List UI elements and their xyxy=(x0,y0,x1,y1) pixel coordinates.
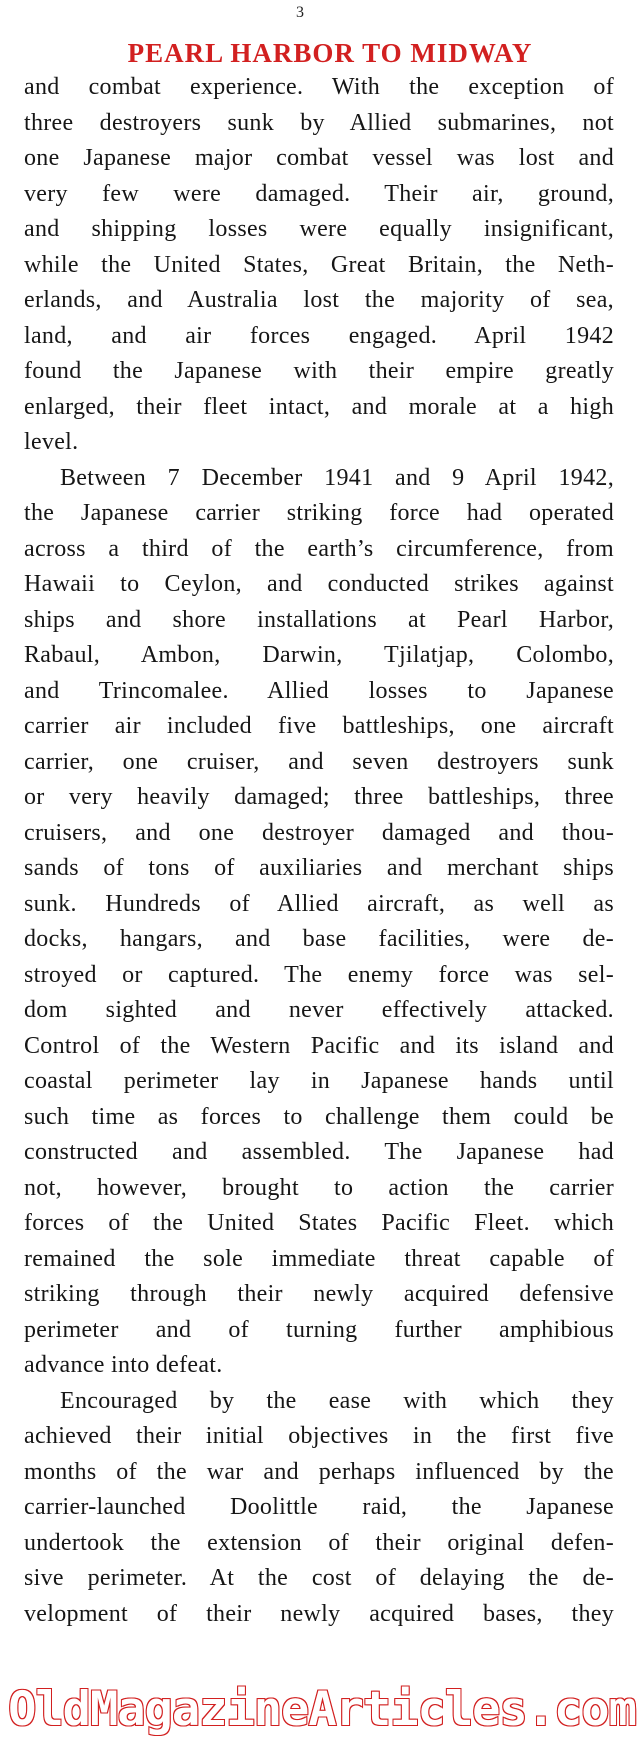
text-line: the Japanese carrier striking force had operated xyxy=(24,500,614,526)
text-line: sands of tons of auxiliaries and merchant ships xyxy=(24,855,614,881)
text-line: achieved their initial objectives in the first five xyxy=(24,1423,614,1449)
text-line: carrier air included five battleships, one aircraft xyxy=(24,713,614,739)
text-line: level. xyxy=(24,429,79,455)
text-line: stroyed or captured. The enemy force was sel- xyxy=(24,961,614,988)
text-line: Control of the Western Pacific and its island and xyxy=(24,1032,614,1059)
text-line: three destroyers sunk by Allied submarines, not xyxy=(24,109,614,136)
text-line: found the Japanese with their empire greatly xyxy=(24,358,614,384)
text-line: perimeter and of turning further amphibious xyxy=(24,1316,614,1343)
text-line: Rabaul, Ambon, Darwin, Tjilatjap, Colombo, xyxy=(24,642,614,668)
text-line: docks, hangars, and base facilities, were de- xyxy=(24,926,614,952)
text-line: dom sighted and never effectively attacked. xyxy=(24,997,614,1023)
article-body xyxy=(24,70,614,1632)
text-line: Hawaii to Ceylon, and conducted strikes against xyxy=(24,571,614,597)
text-line: carrier-launched Doolittle raid, the Japanese xyxy=(24,1494,614,1520)
text-line: undertook the extension of their original defen- xyxy=(24,1529,614,1556)
text-line: one Japanese major combat vessel was lost and xyxy=(24,145,614,171)
running-head-title: PEARL HARBOR TO MIDWAY xyxy=(127,38,533,68)
text-line: forces of the United States Pacific Fleet. which xyxy=(24,1210,614,1236)
text-line: constructed and assembled. The Japanese had xyxy=(24,1139,614,1165)
text-line: Between 7 December 1941 and 9 April 1942, xyxy=(60,464,614,491)
text-line: advance into defeat. xyxy=(24,1352,223,1378)
text-line: and Trincomalee. Allied losses to Japanese xyxy=(24,677,614,704)
text-line: and combat experience. With the exception of xyxy=(24,74,614,100)
text-line: striking through their newly acquired defensive xyxy=(24,1281,614,1307)
text-line: remained the sole immediate threat capable of xyxy=(24,1245,614,1272)
text-line: or very heavily damaged; three battleships, three xyxy=(24,784,614,810)
text-line: not, however, brought to action the carrier xyxy=(24,1174,614,1201)
page-number: 3 xyxy=(296,4,304,21)
text-line: land, and air forces engaged. April 1942 xyxy=(24,322,614,349)
text-line: ships and shore installations at Pearl Harbor, xyxy=(24,606,614,633)
site-watermark: OldMagazineArticles.com xyxy=(8,1682,636,1737)
text-line: sive perimeter. At the cost of delaying the de- xyxy=(24,1565,614,1591)
text-line: and shipping losses were equally insignificant, xyxy=(24,216,614,242)
text-line: erlands, and Australia lost the majority of sea, xyxy=(24,287,614,313)
text-line: cruisers, and one destroyer damaged and thou- xyxy=(24,819,614,846)
text-line: carrier, one cruiser, and seven destroyers sunk xyxy=(24,748,614,775)
text-line: across a third of the earth’s circumference, from xyxy=(24,535,614,562)
text-line: such time as forces to challenge them could be xyxy=(24,1103,614,1130)
text-line: months of the war and perhaps influenced by the xyxy=(24,1458,614,1485)
text-line: velopment of their newly acquired bases, they xyxy=(24,1600,614,1627)
text-line: while the United States, Great Britain, the Neth- xyxy=(24,251,614,278)
text-line: Encouraged by the ease with which they xyxy=(60,1387,614,1414)
text-line: enlarged, their fleet intact, and morale at a high xyxy=(24,393,614,420)
text-line: coastal perimeter lay in Japanese hands until xyxy=(24,1068,614,1094)
text-line: very few were damaged. Their air, ground, xyxy=(24,180,614,207)
text-line: sunk. Hundreds of Allied aircraft, as well as xyxy=(24,890,614,917)
